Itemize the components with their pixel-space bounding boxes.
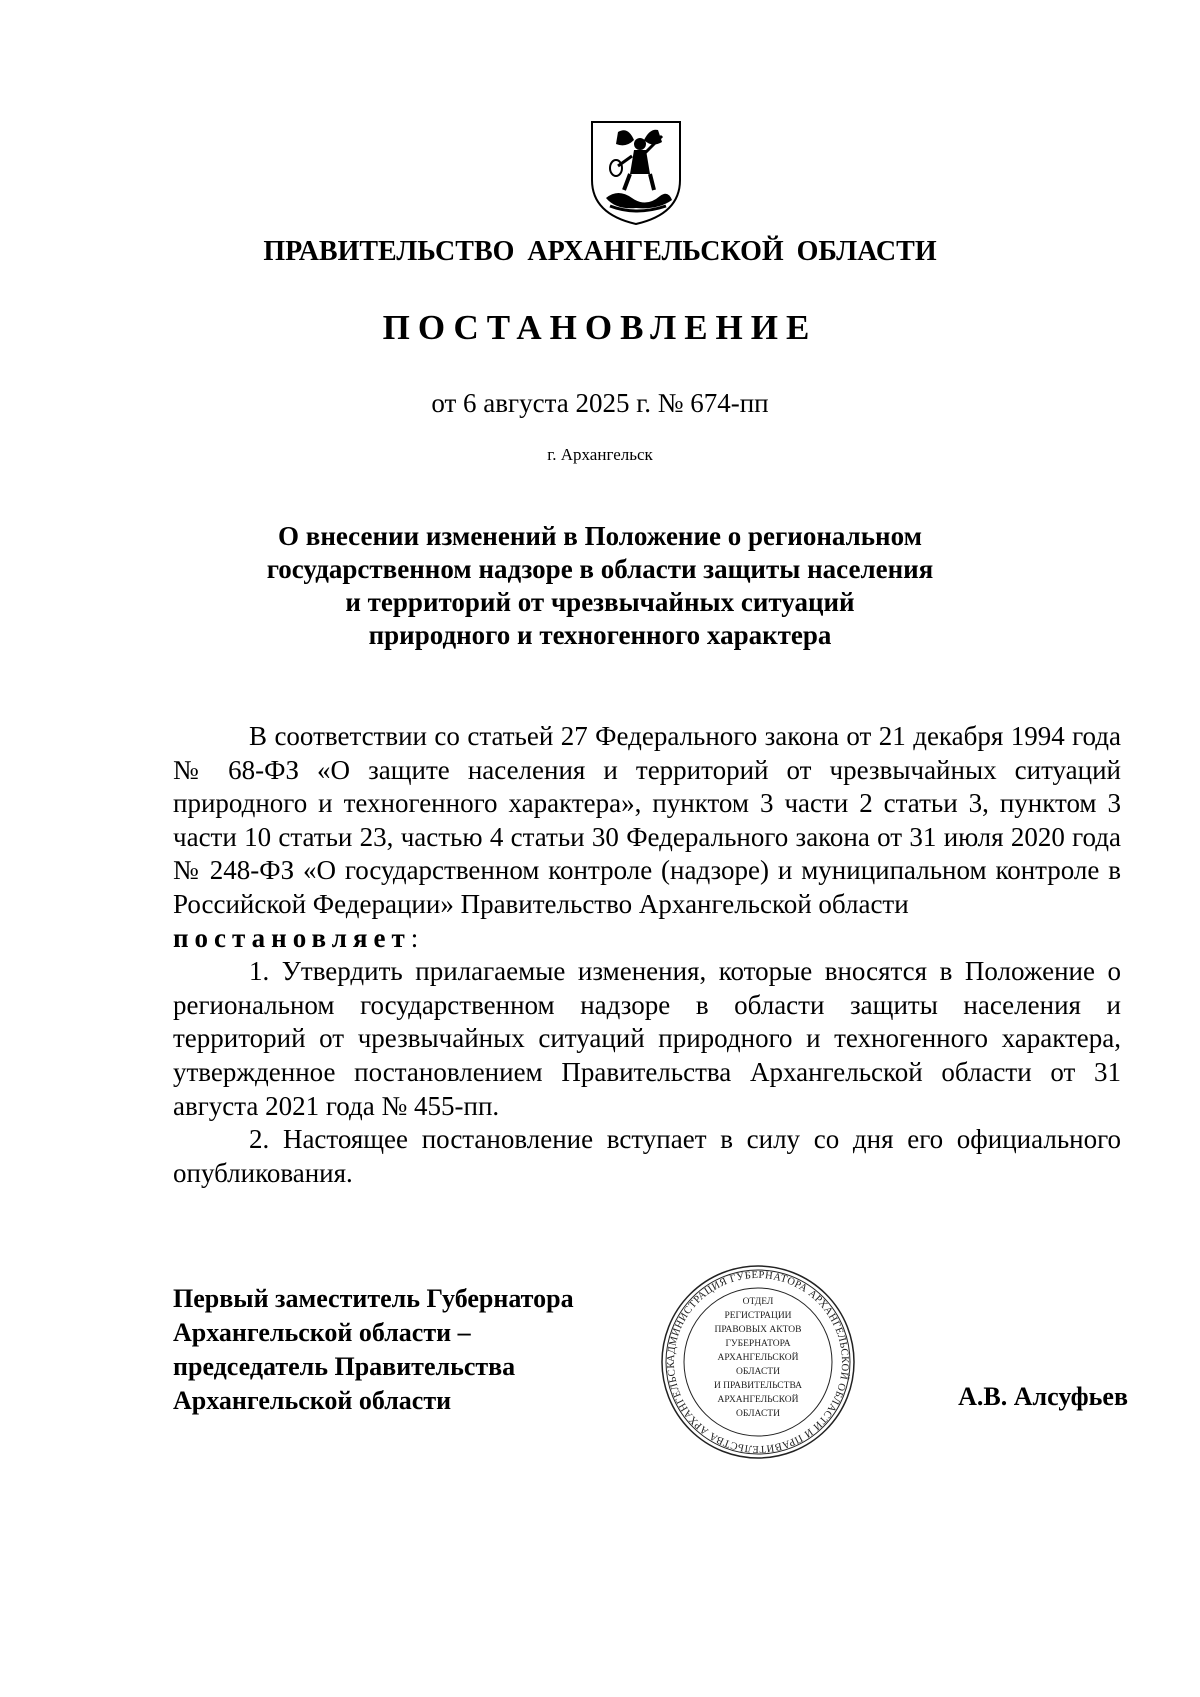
- city-name: г. Архангельск: [547, 445, 653, 464]
- position-line: Архангельской области –: [173, 1318, 471, 1347]
- stamp-inner-line: РЕГИСТРАЦИИ: [724, 1311, 792, 1321]
- stamp-inner-line: ГУБЕРНАТОРА: [725, 1339, 791, 1349]
- preamble-text: В соответствии со статьей 27 Федерального закона от 21 декабря 1994 года № 68-ФЗ «О защите населения и территорий от чрезвычайных ситуаций природного и техногенного характера», пунктом 3 части 2 статьи 3, пунктом 3 части 10 статьи 23, частью 4 статьи 30 Федерального закона от 31 июля 2020 года № 248-ФЗ «О государственном контроле (надзоре) и муниципальном контроле в Российской Федерации» Правительство Архангельской области: [173, 721, 1121, 919]
- official-stamp: [658, 1262, 858, 1462]
- date-and-number: от 6 августа 2025 г. № 674-пп: [431, 388, 769, 418]
- item-2-paragraph: 2. Настоящее постановление вступает в силу со дня его официального опубликования.: [173, 1124, 1121, 1188]
- subject-line: и территорий от чрезвычайных ситуаций: [345, 587, 855, 617]
- document-type-heading: ПОСТАНОВЛЕНИЕ: [382, 308, 818, 347]
- subject-line: О внесении изменений в Положение о региональном: [277, 521, 922, 551]
- resolves-word: постановляет: [173, 922, 411, 953]
- item-1-paragraph: 1. Утвердить прилагаемые изменения, которые вносятся в Положение о региональном государственном надзоре в области защиты населения и территорий от чрезвычайных ситуаций природного и техногенного характера, утвержденное постановлением Правительства Архангельской области от 31 августа 2021 года № 455-пп.: [173, 956, 1121, 1121]
- signatory-position: [173, 1282, 643, 1418]
- preamble-paragraph: [173, 720, 1121, 955]
- stamp-inner-line: ПРАВОВЫХ АКТОВ: [714, 1325, 802, 1335]
- stamp-inner-line: ОТДЕЛ: [742, 1297, 774, 1307]
- document-body: [173, 720, 1121, 1190]
- resolves-colon: :: [410, 922, 419, 953]
- stamp-inner-line: ОБЛАСТИ: [736, 1409, 780, 1419]
- subject-line: государственном надзоре в области защиты населения: [266, 554, 934, 584]
- stamp-inner-line: ОБЛАСТИ: [736, 1367, 780, 1377]
- stamp-inner-line: АРХАНГЕЛЬСКОЙ: [717, 1395, 799, 1405]
- position-line: Архангельской области: [173, 1386, 452, 1415]
- document-subject: [0, 520, 1200, 652]
- stamp-inner-line: АРХАНГЕЛЬСКОЙ: [717, 1353, 799, 1363]
- subject-line: природного и техногенного характера: [368, 620, 832, 650]
- signatory-name: А.В. Алсуфьев: [958, 1382, 1128, 1411]
- position-line: Первый заместитель Губернатора: [173, 1284, 574, 1313]
- coat-of-arms-emblem: [588, 118, 684, 226]
- stamp-inner-line: И ПРАВИТЕЛЬСТВА: [713, 1381, 803, 1391]
- organization-title: ПРАВИТЕЛЬСТВО АРХАНГЕЛЬСКОЙ ОБЛАСТИ: [263, 236, 937, 267]
- position-line: председатель Правительства: [173, 1352, 516, 1381]
- stamp-outer-text: АДМИНИСТРАЦИЯ ГУБЕРНАТОРА АРХАНГЕЛЬСКОЙ ОБЛАСТИ И ПРАВИТЕЛЬСТВА АРХАНГЕЛЬСК: [665, 1269, 851, 1455]
